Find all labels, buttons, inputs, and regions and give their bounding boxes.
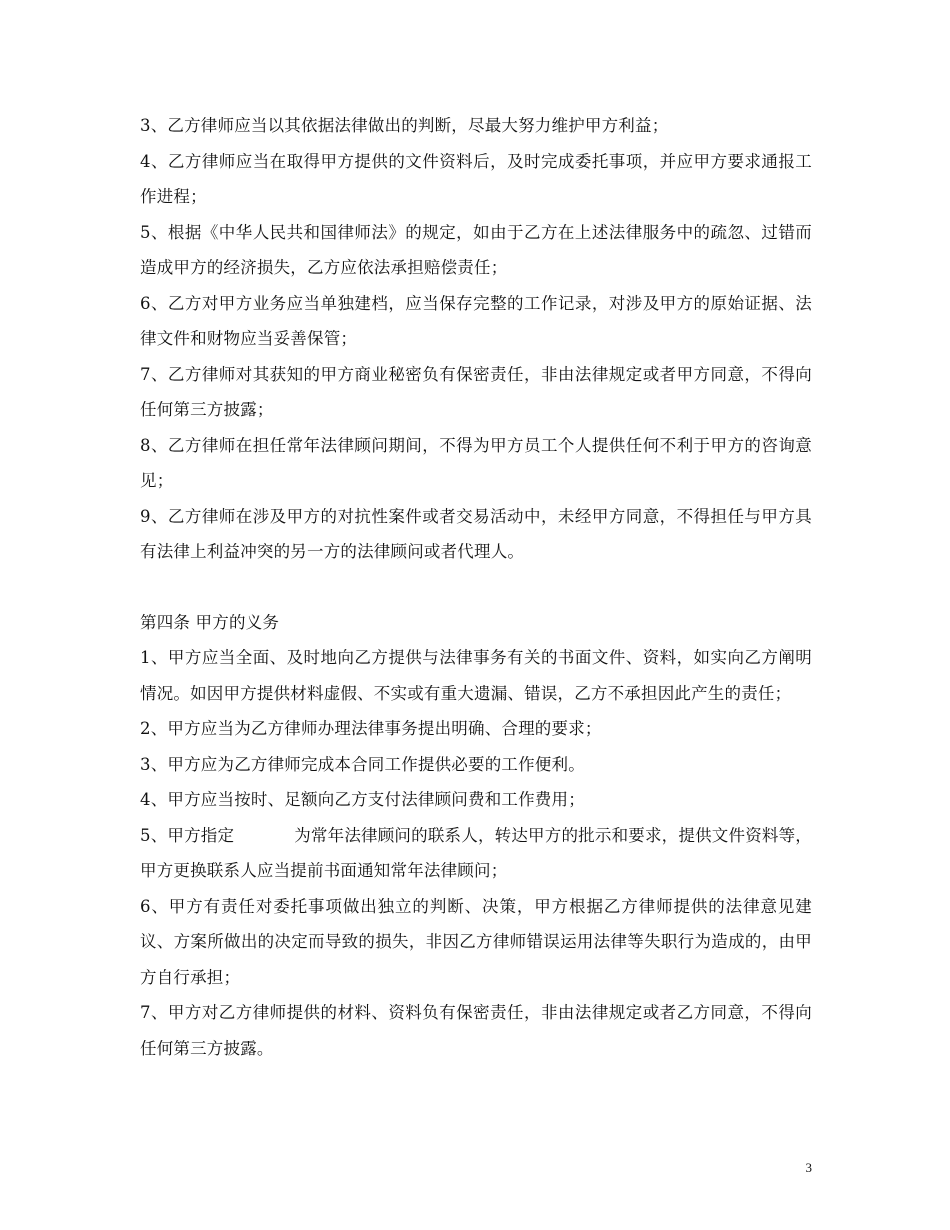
article-4-item-2: 2、甲方应当为乙方律师办理法律事务提出明确、合理的要求；: [140, 719, 602, 738]
obligation-item-4: 4、乙方律师应当在取得甲方提供的文件资料后，及时完成委托事项，并应甲方要求通报工作进程；: [140, 151, 812, 206]
obligation-item-3: 3、乙方律师应当以其依据法律做出的判断，尽最大努力维护甲方利益；: [140, 116, 669, 135]
section-spacer: [140, 570, 812, 605]
obligation-item-5: 5、根据《中华人民共和国律师法》的规定，如由于乙方在上述法律服务中的疏忽、过错而造成甲方的经济损失，乙方应依法承担赔偿责任；: [140, 222, 812, 277]
obligation-item-8: 8、乙方律师在担任常年法律顾问期间，不得为甲方员工个人提供任何不利于甲方的咨询意见；: [140, 435, 812, 490]
article-4-item-7: 7、甲方对乙方律师提供的材料、资料负有保密责任，非由法律规定或者乙方同意，不得向任何第三方披露。: [140, 1003, 812, 1058]
article-4-item-5-end: 为常年法律顾问的联系人，转达甲方的批示和要求，提供文件资料等，甲方更换联系人应当提前书面通知常年法律顾问；: [140, 825, 812, 880]
article-4-item-5: [140, 818, 812, 889]
article-4-item-3: 3、甲方应为乙方律师完成本合同工作提供必要的工作便利。: [140, 754, 585, 774]
article-4-item-4: 4、甲方应当按时、足额向乙方支付法律顾问费和工作费用；: [140, 790, 585, 809]
obligation-item-7: 7、乙方律师对其获知的甲方商业秘密负有保密责任，非由法律规定或者甲方同意，不得向任何第三方披露；: [140, 364, 812, 419]
article-4-heading: 第四条 甲方的义务: [140, 612, 280, 632]
obligation-item-9: 9、乙方律师在涉及甲方的对抗性案件或者交易活动中，未经甲方同意，不得担任与甲方具有法律上利益冲突的另一方的法律顾问或者代理人。: [140, 506, 812, 561]
obligation-item-6: 6、乙方对甲方业务应当单独建档，应当保存完整的工作记录，对涉及甲方的原始证据、法律文件和财物应当妥善保管；: [140, 293, 812, 348]
article-4-item-1: 1、甲方应当全面、及时地向乙方提供与法律事务有关的书面文件、资料，如实向乙方阐明情况。如因甲方提供材料虚假、不实或有重大遗漏、错误，乙方不承担因此产生的责任；: [140, 648, 812, 703]
page-number: 3: [805, 1160, 812, 1175]
article-4-item-6: 6、甲方有责任对委托事项做出独立的判断、决策，甲方根据乙方律师提供的法律意见建议、方案所做出的决定而导致的损失，非因乙方律师错误运用法律等失职行为造成的，由甲方自行承担；: [140, 896, 812, 987]
article-4-item-5-start: 5、甲方指定: [140, 825, 235, 845]
document-body: [140, 108, 812, 1066]
